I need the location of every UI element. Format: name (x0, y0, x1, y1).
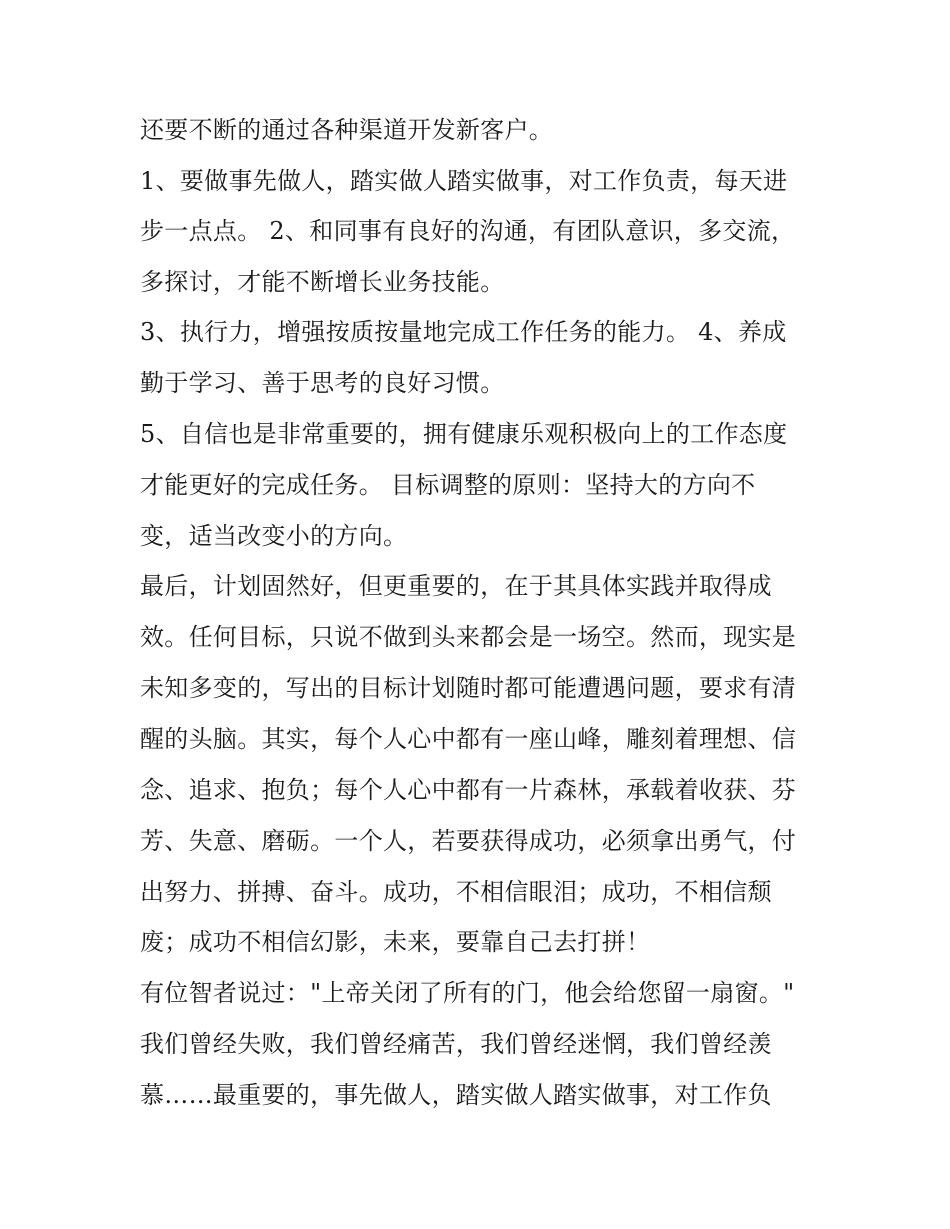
text-line: 多探讨，才能不断增长业务技能。 (140, 268, 505, 296)
text-line: 最后，计划固然好，但更重要的，在于其具体实践并取得成 (140, 572, 772, 600)
text-line: 醒的头脑。其实，每个人心中都有一座山峰，雕刻着理想、信 (140, 725, 797, 753)
text-line: 慕……最重要的，事先做人，踏实做人踏实做事，对工作负 (140, 1081, 772, 1109)
text-line: 芳、失意、磨砺。一个人，若要获得成功，必须拿出勇气，付 (140, 827, 797, 855)
text-line: 还要不断的通过各种渠道开发新客户。 (140, 116, 554, 144)
text-line: 未知多变的，写出的目标计划随时都可能遭遇问题，要求有清 (140, 674, 797, 702)
text-line: 勤于学习、善于思考的良好习惯。 (140, 369, 505, 397)
text-line: 念、追求、抱负；每个人心中都有一片森林，承载着收获、芬 (140, 776, 797, 804)
text-line: 才能更好的完成任务。 目标调整的原则：坚持大的方向不 (140, 471, 756, 499)
text-line: 3、执行力，增强按质按量地完成工作任务的能力。 4、养成 (140, 318, 787, 346)
text-line: 出努力、拼搏、奋斗。成功，不相信眼泪；成功，不相信颓 (140, 878, 772, 906)
text-line: 废；成功不相信幻影，未来，要靠自己去打拼！ (140, 928, 651, 956)
text-line: 变，适当改变小的方向。 (140, 522, 408, 550)
text-line: 效。任何目标，只说不做到头来都会是一场空。然而，现实是 (140, 623, 797, 651)
text-line: 1、要做事先做人，踏实做人踏实做事，对工作负责，每天进 (140, 167, 788, 195)
text-line: 步一点点。 2、和同事有良好的沟通，有团队意识，多交流， (140, 217, 796, 245)
text-line: 我们曾经失败，我们曾经痛苦，我们曾经迷惘，我们曾经羡 (140, 1030, 772, 1058)
text-line: 有位智者说过："上帝关闭了所有的门，他会给您留一扇窗。" (140, 979, 795, 1007)
text-line: 5、自信也是非常重要的，拥有健康乐观积极向上的工作态度 (140, 420, 788, 448)
